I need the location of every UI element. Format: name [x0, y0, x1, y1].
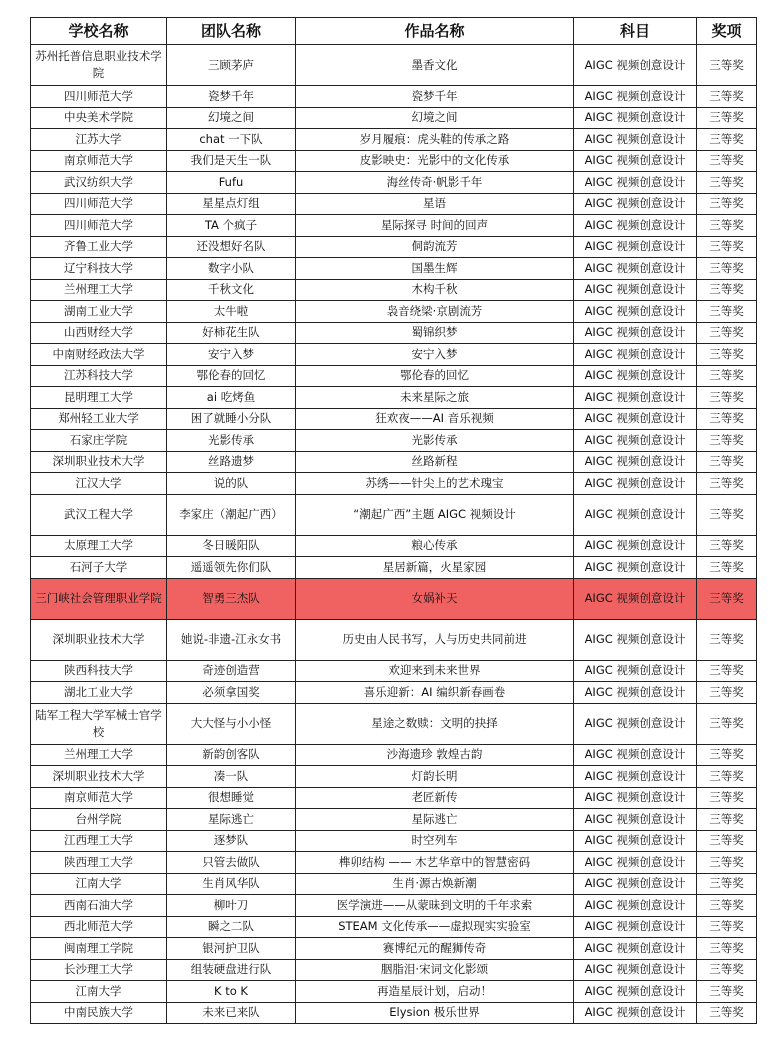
cell-team: 星星点灯组 — [167, 193, 296, 215]
cell-work: 胭脂泪·宋词文化影颂 — [296, 959, 574, 981]
cell-award: 三等奖 — [697, 279, 757, 301]
cell-school: 苏州托普信息职业技术学院 — [31, 45, 167, 86]
cell-award: 三等奖 — [697, 387, 757, 409]
cell-award: 三等奖 — [697, 682, 757, 704]
cell-subject: AIGC 视频创意设计 — [574, 430, 697, 452]
cell-team: 只管去做队 — [167, 852, 296, 874]
cell-work: 光影传承 — [296, 430, 574, 452]
cell-award: 三等奖 — [697, 494, 757, 535]
cell-subject: AIGC 视频创意设计 — [574, 981, 697, 1003]
cell-team: 逐梦队 — [167, 830, 296, 852]
cell-school: 江苏科技大学 — [31, 365, 167, 387]
cell-team: 瞬之二队 — [167, 916, 296, 938]
cell-award: 三等奖 — [697, 787, 757, 809]
cell-subject: AIGC 视频创意设计 — [574, 129, 697, 151]
table-row — [31, 852, 757, 874]
cell-award: 三等奖 — [697, 129, 757, 151]
cell-work: 岁月履痕：虎头鞋的传承之路 — [296, 129, 574, 151]
cell-subject: AIGC 视频创意设计 — [574, 45, 697, 86]
cell-team: 智勇三杰队 — [167, 578, 296, 619]
cell-team: 说的队 — [167, 473, 296, 495]
cell-award: 三等奖 — [697, 619, 757, 660]
cell-team: 冬日暖阳队 — [167, 535, 296, 557]
cell-school: 江汉大学 — [31, 473, 167, 495]
table-row — [31, 172, 757, 194]
cell-subject: AIGC 视频创意设计 — [574, 619, 697, 660]
cell-school: 长沙理工大学 — [31, 959, 167, 981]
table-row — [31, 301, 757, 323]
table-row — [31, 578, 757, 619]
table-row — [31, 45, 757, 86]
cell-work: 海丝传奇·帆影千年 — [296, 172, 574, 194]
table-row — [31, 830, 757, 852]
cell-school: 郑州轻工业大学 — [31, 408, 167, 430]
cell-team: 生肖风华队 — [167, 873, 296, 895]
cell-work: 沙海遗珍 敦煌古韵 — [296, 744, 574, 766]
cell-award: 三等奖 — [697, 430, 757, 452]
table-row — [31, 494, 757, 535]
cell-team: 她说-非遗-江永女书 — [167, 619, 296, 660]
cell-team: chat 一下队 — [167, 129, 296, 151]
cell-award: 三等奖 — [697, 344, 757, 366]
cell-team: 三顾茅庐 — [167, 45, 296, 86]
cell-team: 大大怪与小小怪 — [167, 703, 296, 744]
cell-subject: AIGC 视频创意设计 — [574, 809, 697, 831]
table-row — [31, 258, 757, 280]
table-row — [31, 344, 757, 366]
cell-award: 三等奖 — [697, 557, 757, 579]
header-award: 奖项 — [697, 18, 757, 45]
cell-subject: AIGC 视频创意设计 — [574, 744, 697, 766]
cell-school: 深圳职业技术大学 — [31, 766, 167, 788]
cell-award: 三等奖 — [697, 873, 757, 895]
cell-team: 光影传承 — [167, 430, 296, 452]
table-row — [31, 322, 757, 344]
cell-subject: AIGC 视频创意设计 — [574, 365, 697, 387]
cell-award: 三等奖 — [697, 938, 757, 960]
cell-work: 历史由人民书写，人与历史共同前进 — [296, 619, 574, 660]
table-row — [31, 981, 757, 1003]
cell-subject: AIGC 视频创意设计 — [574, 494, 697, 535]
cell-team: 我们是天生一队 — [167, 150, 296, 172]
cell-subject: AIGC 视频创意设计 — [574, 451, 697, 473]
cell-award: 三等奖 — [697, 535, 757, 557]
cell-award: 三等奖 — [697, 766, 757, 788]
cell-award: 三等奖 — [697, 959, 757, 981]
cell-school: 江苏大学 — [31, 129, 167, 151]
cell-school: 辽宁科技大学 — [31, 258, 167, 280]
table-row — [31, 873, 757, 895]
cell-school: 武汉纺织大学 — [31, 172, 167, 194]
cell-work: 幻境之间 — [296, 107, 574, 129]
cell-team: 星际逃亡 — [167, 809, 296, 831]
cell-subject: AIGC 视频创意设计 — [574, 322, 697, 344]
table-body — [31, 45, 757, 1024]
cell-award: 三等奖 — [697, 107, 757, 129]
cell-award: 三等奖 — [697, 236, 757, 258]
cell-work: 国墨生辉 — [296, 258, 574, 280]
table-row — [31, 557, 757, 579]
cell-school: 湖南工业大学 — [31, 301, 167, 323]
cell-school: 太原理工大学 — [31, 535, 167, 557]
table-row — [31, 619, 757, 660]
cell-subject: AIGC 视频创意设计 — [574, 215, 697, 237]
cell-school: 陆军工程大学军械士官学校 — [31, 703, 167, 744]
table-row — [31, 535, 757, 557]
table-row — [31, 387, 757, 409]
cell-award: 三等奖 — [697, 660, 757, 682]
cell-subject: AIGC 视频创意设计 — [574, 344, 697, 366]
cell-team: 奇迹创造营 — [167, 660, 296, 682]
cell-work: 安宁入梦 — [296, 344, 574, 366]
header-work: 作品名称 — [296, 18, 574, 45]
table-row — [31, 809, 757, 831]
cell-subject: AIGC 视频创意设计 — [574, 535, 697, 557]
cell-school: 南京师范大学 — [31, 150, 167, 172]
header-school: 学校名称 — [31, 18, 167, 45]
cell-team: 太牛啦 — [167, 301, 296, 323]
table-row — [31, 895, 757, 917]
table-row — [31, 193, 757, 215]
cell-award: 三等奖 — [697, 301, 757, 323]
cell-work: 墨香文化 — [296, 45, 574, 86]
cell-team: 未来已来队 — [167, 1002, 296, 1024]
cell-work: 瓷梦千年 — [296, 86, 574, 108]
cell-team: 幻境之间 — [167, 107, 296, 129]
table-row — [31, 451, 757, 473]
cell-award: 三等奖 — [697, 258, 757, 280]
cell-subject: AIGC 视频创意设计 — [574, 703, 697, 744]
cell-team: 必须拿国奖 — [167, 682, 296, 704]
cell-work: 女娲补天 — [296, 578, 574, 619]
cell-team: 新韵创客队 — [167, 744, 296, 766]
cell-team: 银河护卫队 — [167, 938, 296, 960]
cell-team: 李家庄（潮起广西） — [167, 494, 296, 535]
cell-work: 生肖·源古焕新潮 — [296, 873, 574, 895]
cell-award: 三等奖 — [697, 322, 757, 344]
header-team: 团队名称 — [167, 18, 296, 45]
table-row — [31, 959, 757, 981]
cell-school: 三门峡社会管理职业学院 — [31, 578, 167, 619]
cell-school: 深圳职业技术大学 — [31, 619, 167, 660]
cell-subject: AIGC 视频创意设计 — [574, 150, 697, 172]
header-subject: 科目 — [574, 18, 697, 45]
cell-school: 陕西理工大学 — [31, 852, 167, 874]
cell-subject: AIGC 视频创意设计 — [574, 916, 697, 938]
cell-work: 星途之数赎：文明的抉择 — [296, 703, 574, 744]
table-row — [31, 682, 757, 704]
cell-subject: AIGC 视频创意设计 — [574, 387, 697, 409]
cell-school: 湖北工业大学 — [31, 682, 167, 704]
cell-work: 未来星际之旅 — [296, 387, 574, 409]
cell-work: 星际逃亡 — [296, 809, 574, 831]
cell-subject: AIGC 视频创意设计 — [574, 873, 697, 895]
cell-school: 江西理工大学 — [31, 830, 167, 852]
cell-work: 苏绣——针尖上的艺术瑰宝 — [296, 473, 574, 495]
cell-team: Fufu — [167, 172, 296, 194]
cell-work: 侗韵流芳 — [296, 236, 574, 258]
table-row — [31, 150, 757, 172]
awards-table — [30, 17, 757, 1024]
cell-work: 丝路新程 — [296, 451, 574, 473]
cell-subject: AIGC 视频创意设计 — [574, 473, 697, 495]
cell-award: 三等奖 — [697, 408, 757, 430]
cell-school: 武汉工程大学 — [31, 494, 167, 535]
cell-award: 三等奖 — [697, 150, 757, 172]
cell-school: 台州学院 — [31, 809, 167, 831]
table-row — [31, 744, 757, 766]
cell-school: 四川师范大学 — [31, 215, 167, 237]
cell-school: 闽南理工学院 — [31, 938, 167, 960]
table-row — [31, 1002, 757, 1024]
cell-award: 三等奖 — [697, 1002, 757, 1024]
cell-subject: AIGC 视频创意设计 — [574, 193, 697, 215]
cell-award: 三等奖 — [697, 365, 757, 387]
cell-team: 组装硬盘进行队 — [167, 959, 296, 981]
cell-award: 三等奖 — [697, 451, 757, 473]
cell-award: 三等奖 — [697, 895, 757, 917]
table-row — [31, 408, 757, 430]
cell-subject: AIGC 视频创意设计 — [574, 86, 697, 108]
cell-work: 粮心传承 — [296, 535, 574, 557]
cell-work: “潮起广西”主题 AIGC 视频设计 — [296, 494, 574, 535]
cell-award: 三等奖 — [697, 193, 757, 215]
cell-subject: AIGC 视频创意设计 — [574, 301, 697, 323]
cell-award: 三等奖 — [697, 809, 757, 831]
cell-team: 数字小队 — [167, 258, 296, 280]
cell-work: 狂欢夜——AI 音乐视频 — [296, 408, 574, 430]
cell-school: 江南大学 — [31, 873, 167, 895]
table-row — [31, 279, 757, 301]
table-row — [31, 86, 757, 108]
cell-team: 好柿花生队 — [167, 322, 296, 344]
cell-school: 深圳职业技术大学 — [31, 451, 167, 473]
cell-work: 星居新篇，火星家园 — [296, 557, 574, 579]
cell-work: 喜乐迎新：AI 编织新春画卷 — [296, 682, 574, 704]
cell-work: 星际探寻 时间的回声 — [296, 215, 574, 237]
cell-team: 遥遥领先你们队 — [167, 557, 296, 579]
cell-subject: AIGC 视频创意设计 — [574, 682, 697, 704]
cell-work: 榫卯结构 —— 木艺华章中的智慧密码 — [296, 852, 574, 874]
cell-school: 南京师范大学 — [31, 787, 167, 809]
cell-work: 木构千秋 — [296, 279, 574, 301]
table-row — [31, 916, 757, 938]
cell-award: 三等奖 — [697, 45, 757, 86]
cell-work: 欢迎来到未来世界 — [296, 660, 574, 682]
cell-award: 三等奖 — [697, 578, 757, 619]
cell-team: 千秋文化 — [167, 279, 296, 301]
cell-subject: AIGC 视频创意设计 — [574, 236, 697, 258]
table-row — [31, 787, 757, 809]
table-row — [31, 107, 757, 129]
cell-subject: AIGC 视频创意设计 — [574, 830, 697, 852]
table-row — [31, 938, 757, 960]
cell-subject: AIGC 视频创意设计 — [574, 258, 697, 280]
cell-work: 鄂伦春的回忆 — [296, 365, 574, 387]
cell-work: Elysion 极乐世界 — [296, 1002, 574, 1024]
table-row — [31, 236, 757, 258]
cell-team: 凑一队 — [167, 766, 296, 788]
cell-award: 三等奖 — [697, 86, 757, 108]
cell-work: 医学演进——从蒙昧到文明的千年求索 — [296, 895, 574, 917]
cell-team: 丝路遗梦 — [167, 451, 296, 473]
cell-award: 三等奖 — [697, 852, 757, 874]
cell-school: 四川师范大学 — [31, 193, 167, 215]
cell-work: 袅音绕梁·京剧流芳 — [296, 301, 574, 323]
cell-award: 三等奖 — [697, 473, 757, 495]
cell-subject: AIGC 视频创意设计 — [574, 107, 697, 129]
cell-subject: AIGC 视频创意设计 — [574, 172, 697, 194]
table-row — [31, 473, 757, 495]
cell-school: 齐鲁工业大学 — [31, 236, 167, 258]
cell-school: 中南民族大学 — [31, 1002, 167, 1024]
table-row — [31, 365, 757, 387]
table-row — [31, 215, 757, 237]
cell-work: 蜀锦织梦 — [296, 322, 574, 344]
cell-subject: AIGC 视频创意设计 — [574, 895, 697, 917]
cell-subject: AIGC 视频创意设计 — [574, 660, 697, 682]
cell-team: 困了就睡小分队 — [167, 408, 296, 430]
table-row — [31, 660, 757, 682]
cell-school: 兰州理工大学 — [31, 744, 167, 766]
cell-school: 江南大学 — [31, 981, 167, 1003]
cell-work: 时空列车 — [296, 830, 574, 852]
cell-work: STEAM 文化传承——虚拟现实实验室 — [296, 916, 574, 938]
cell-school: 四川师范大学 — [31, 86, 167, 108]
table-row — [31, 129, 757, 151]
cell-team: 瓷梦千年 — [167, 86, 296, 108]
cell-subject: AIGC 视频创意设计 — [574, 578, 697, 619]
cell-subject: AIGC 视频创意设计 — [574, 959, 697, 981]
cell-subject: AIGC 视频创意设计 — [574, 787, 697, 809]
cell-subject: AIGC 视频创意设计 — [574, 766, 697, 788]
cell-school: 山西财经大学 — [31, 322, 167, 344]
cell-work: 赛博纪元的醒狮传奇 — [296, 938, 574, 960]
cell-team: 还没想好名队 — [167, 236, 296, 258]
cell-school: 西北师范大学 — [31, 916, 167, 938]
cell-award: 三等奖 — [697, 215, 757, 237]
cell-team: 安宁入梦 — [167, 344, 296, 366]
cell-school: 西南石油大学 — [31, 895, 167, 917]
table-row — [31, 766, 757, 788]
cell-team: 柳叶刀 — [167, 895, 296, 917]
cell-school: 昆明理工大学 — [31, 387, 167, 409]
cell-subject: AIGC 视频创意设计 — [574, 1002, 697, 1024]
cell-school: 石家庄学院 — [31, 430, 167, 452]
cell-subject: AIGC 视频创意设计 — [574, 938, 697, 960]
cell-award: 三等奖 — [697, 703, 757, 744]
cell-award: 三等奖 — [697, 744, 757, 766]
cell-team: 很想睡觉 — [167, 787, 296, 809]
header-row — [31, 18, 757, 45]
cell-work: 皮影映史：光影中的文化传承 — [296, 150, 574, 172]
cell-subject: AIGC 视频创意设计 — [574, 852, 697, 874]
cell-award: 三等奖 — [697, 172, 757, 194]
cell-work: 星语 — [296, 193, 574, 215]
cell-school: 中南财经政法大学 — [31, 344, 167, 366]
cell-subject: AIGC 视频创意设计 — [574, 557, 697, 579]
table-row — [31, 703, 757, 744]
cell-team: K to K — [167, 981, 296, 1003]
cell-subject: AIGC 视频创意设计 — [574, 408, 697, 430]
cell-team: TA 个疯子 — [167, 215, 296, 237]
cell-award: 三等奖 — [697, 916, 757, 938]
cell-work: 灯韵长明 — [296, 766, 574, 788]
cell-team: 鄂伦春的回忆 — [167, 365, 296, 387]
cell-school: 陕西科技大学 — [31, 660, 167, 682]
cell-work: 再造星辰计划，启动！ — [296, 981, 574, 1003]
cell-school: 石河子大学 — [31, 557, 167, 579]
cell-team: ai 吃烤鱼 — [167, 387, 296, 409]
cell-subject: AIGC 视频创意设计 — [574, 279, 697, 301]
cell-award: 三等奖 — [697, 981, 757, 1003]
table-row — [31, 430, 757, 452]
cell-school: 兰州理工大学 — [31, 279, 167, 301]
cell-school: 中央美术学院 — [31, 107, 167, 129]
cell-work: 老匠新传 — [296, 787, 574, 809]
cell-award: 三等奖 — [697, 830, 757, 852]
